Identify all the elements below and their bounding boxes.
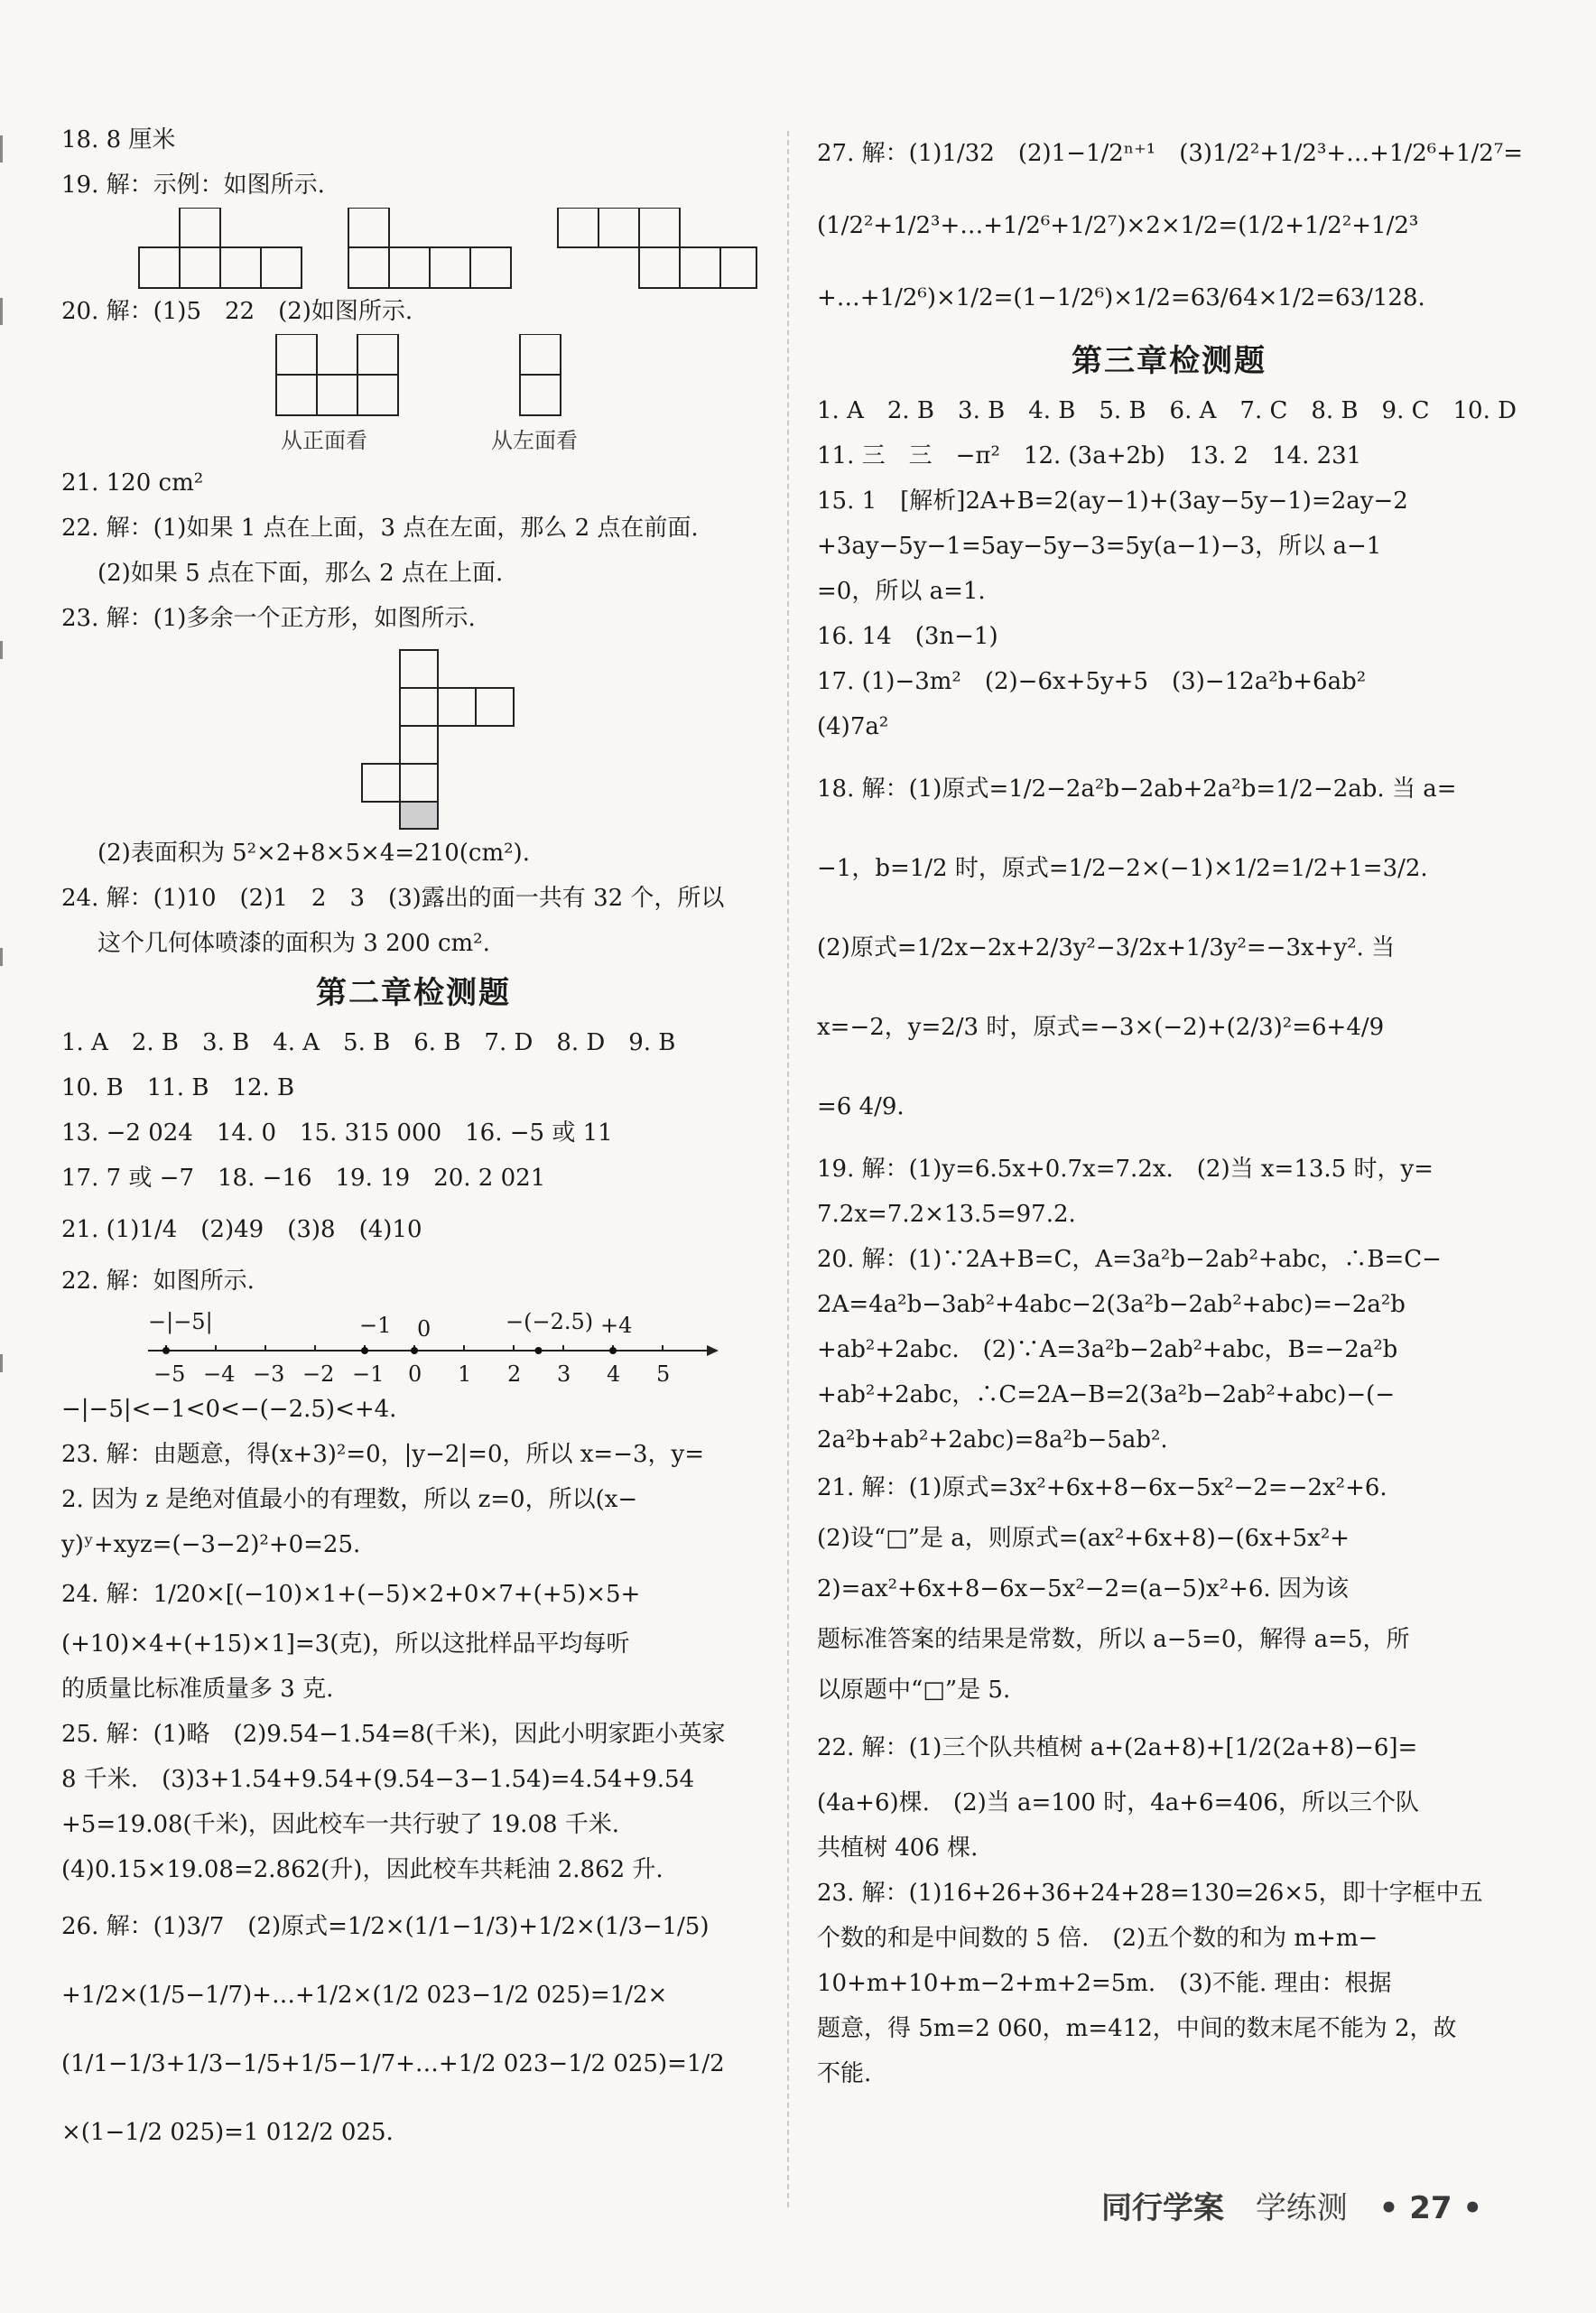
- ch3-answer-18-line4: x=−2，y=2/3 时，原式=−3×(−2)+(2/3)²=6+4/9: [817, 1014, 1385, 1041]
- ch3-answer-23-line1: 23. 解：(1)16+26+36+24+28=130=26×5，即十字框中五: [817, 1880, 1483, 1907]
- nl-point: [361, 1347, 368, 1354]
- left-column: [61, 117, 766, 2167]
- ch3-answer-21-line2: (2)设“□”是 a，则原式=(ax²+6x+8)−(6x+5x²+: [817, 1525, 1350, 1552]
- answer-q24-line2: 这个几何体喷漆的面积为 3 200 cm².: [97, 930, 490, 957]
- cube-nets-diagram: [61, 208, 766, 289]
- answer-q22-part1: 22. 解：(1)如果 1 点在上面，3 点在左面，那么 2 点在前面.: [61, 515, 699, 542]
- cube-net-extra-square: [61, 641, 766, 831]
- chapter2-title: 第二章检测题: [316, 975, 511, 1011]
- nl-point: [162, 1347, 170, 1354]
- ch3-answer-22-line2: (4a+6)棵. (2)当 a=100 时，4a+6=406，所以三个队: [817, 1789, 1419, 1816]
- ch2-answer-26-line4: ×(1−1/2 025)=1 012/2 025.: [61, 2119, 394, 2146]
- number-line: [61, 1304, 766, 1412]
- nl-tick-label: 3: [557, 1361, 571, 1387]
- ch3-answer-17-line2: (4)7a²: [817, 713, 889, 740]
- ch3-answer-18-line2: −1，b=1/2 时，原式=1/2−2×(−1)×1/2=1/2+1=3/2.: [817, 855, 1428, 882]
- ch3-answer-15-line2: +3ay−5y−1=5ay−5y−3=5y(a−1)−3，所以 a−1: [817, 533, 1382, 560]
- nl-tick-label: −1: [352, 1361, 385, 1387]
- left-view-label: 从左面看: [491, 428, 578, 453]
- nl-tick-label: −5: [153, 1361, 186, 1387]
- ch3-answer-18-line1: 18. 解：(1)原式=1/2−2a²b−2ab+2a²b=1/2−2ab. 当 a=: [817, 776, 1457, 803]
- ch2-answer-25-line3: +5=19.08(千米)，因此校车一共行驶了 19.08 千米.: [61, 1811, 620, 1838]
- nl-point: [609, 1347, 617, 1354]
- answer-q23-part1: 23. 解：(1)多余一个正方形，如图所示.: [61, 605, 476, 632]
- nl-tick-label: 5: [656, 1361, 671, 1387]
- nl-tick-label: −3: [253, 1361, 285, 1387]
- answer-q21: 21. 120 cm²: [61, 469, 204, 497]
- ch2-answer-23-line1: 23. 解：由题意，得(x+3)²=0，|y−2|=0，所以 x=−3，y=: [61, 1441, 705, 1468]
- answer-q27-line1: 27. 解：(1)1/32 (2)1−1/2ⁿ⁺¹ (3)1/2²+1/2³+…+1/2⁶+1/2⁷=: [817, 140, 1524, 167]
- ch3-answer-20-line1: 20. 解：(1)∵2A+B=C，A=3a²b−2ab²+abc，∴B=C−: [817, 1246, 1442, 1273]
- nl-tick-label: 1: [458, 1361, 472, 1387]
- ch2-answer-26-line3: (1/1−1/3+1/3−1/5+1/5−1/7+…+1/2 023−1/2 025)=1/2: [61, 2050, 725, 2077]
- footer-brand: 同行学案: [1101, 2190, 1224, 2226]
- ch3-answer-18-line3: (2)原式=1/2x−2x+2/3y²−3/2x+1/3y²=−3x+y². 当: [817, 934, 1396, 961]
- ch3-answer-23-line2: 个数的和是中间数的 5 倍. (2)五个数的和为 m+m−: [817, 1925, 1378, 1952]
- nl-label-neg1: −1: [359, 1313, 392, 1338]
- nl-label-zero: 0: [417, 1316, 431, 1342]
- right-column: [817, 117, 1524, 2096]
- ch3-fill-row1: 11. 三 三 −π² 12. (3a+2b) 13. 2 14. 231: [817, 442, 1362, 469]
- binding-edge-marks: [0, 135, 13, 2122]
- ch3-answer-19-line1: 19. 解：(1)y=6.5x+0.7x=7.2x. (2)当 x=13.5 时，y=: [817, 1156, 1434, 1183]
- ch3-answer-21-line1: 21. 解：(1)原式=3x²+6x+8−6x−5x²−2=−2x²+6.: [817, 1474, 1387, 1501]
- chapter3-title: 第三章检测题: [1072, 343, 1267, 379]
- ch3-answer-20-line2: 2A=4a²b−3ab²+4abc−2(3a²b−2ab²+abc)=−2a²b: [817, 1291, 1406, 1318]
- ch2-answer-22-order: −|−5|<−1<0<−(−2.5)<+4.: [61, 1396, 397, 1423]
- ch2-answer-25-line2: 8 千米. (3)3+1.54+9.54+(9.54−3−1.54)=4.54+9.54: [61, 1766, 695, 1793]
- answer-q22-part2: (2)如果 5 点在下面，那么 2 点在上面.: [97, 560, 504, 587]
- ch2-answer-22: 22. 解：如图所示.: [61, 1268, 255, 1295]
- ch2-answer-26-line2: +1/2×(1/5−1/7)+…+1/2×(1/2 023−1/2 025)=1/2×: [61, 1982, 668, 2009]
- answer-q18: 18. 8 厘米: [61, 126, 176, 153]
- nl-tick-label: −2: [302, 1361, 335, 1387]
- nl-label-neg-neg2.5: −(−2.5): [506, 1309, 594, 1334]
- nl-label-abs5: −|−5|: [148, 1309, 213, 1334]
- ch3-answer-21-line4: 题标准答案的结果是常数，所以 a−5=0，解得 a=5，所: [817, 1626, 1410, 1653]
- q23-net-figure: [61, 641, 766, 831]
- ch3-answer-23-line5: 不能.: [817, 2060, 872, 2087]
- q19-net-figures: [61, 208, 766, 289]
- nl-point: [411, 1347, 418, 1354]
- ch2-answer-26-line1: 26. 解：(1)3/7 (2)原式=1/2×(1/1−1/3)+1/2×(1/3−1/5): [61, 1913, 710, 1940]
- ch3-answer-16: 16. 14 (3n−1): [817, 623, 998, 650]
- ch3-answer-21-line5: 以原题中“□”是 5.: [817, 1677, 1011, 1704]
- answer-q24-line1: 24. 解：(1)10 (2)1 2 3 (3)露出的面一共有 32 个，所以: [61, 885, 725, 912]
- nl-tick-label: 2: [507, 1361, 522, 1387]
- footer-subtitle: 学练测: [1255, 2190, 1348, 2226]
- ch3-answer-15-line1: 15. 1 [解析]2A+B=2(ay−1)+(3ay−5y−1)=2ay−2: [817, 488, 1408, 515]
- ch3-answer-22-line1: 22. 解：(1)三个队共植树 a+(2a+8)+[1/2(2a+8)−6]=: [817, 1734, 1418, 1761]
- ch2-answer-21: 21. (1)1/4 (2)49 (3)8 (4)10: [61, 1216, 422, 1243]
- answer-q23-part2: (2)表面积为 5²×2+8×5×4=210(cm²).: [97, 840, 530, 867]
- ch3-answer-19-line2: 7.2x=7.2×13.5=97.2.: [817, 1201, 1076, 1228]
- number-line-svg: [61, 1304, 766, 1412]
- nl-point: [535, 1347, 543, 1354]
- page-footer: [1101, 2183, 1482, 2227]
- ch3-answer-15-line3: =0，所以 a=1.: [817, 578, 986, 605]
- ch3-answer-20-line5: 2a²b+ab²+2abc)=8a²b−5ab².: [817, 1426, 1168, 1454]
- ch2-fill-row1: 13. −2 024 14. 0 15. 315 000 16. −5 或 11: [61, 1119, 613, 1147]
- column-divider: [787, 131, 789, 2207]
- ch3-answer-18-line5: =6 4/9.: [817, 1093, 905, 1120]
- ch3-answer-21-line3: 2)=ax²+6x+8−6x−5x²−2=(a−5)x²+6. 因为该: [817, 1575, 1349, 1602]
- answer-q27-line2: (1/2²+1/2³+…+1/2⁶+1/2⁷)×2×1/2=(1/2+1/2²+1/2³: [817, 212, 1419, 239]
- ch3-answer-23-line4: 题意，得 5m=2 060，m=412，中间的数末尾不能为 2，故: [817, 2015, 1457, 2042]
- answer-q19: 19. 解：示例：如图所示.: [61, 172, 325, 199]
- q20-views: [61, 334, 766, 460]
- page-number: • 27 •: [1378, 2190, 1483, 2226]
- ch2-fill-row2: 17. 7 或 −7 18. −16 19. 19 20. 2 021: [61, 1165, 546, 1192]
- answer-q27-line3: +…+1/2⁶)×1/2=(1−1/2⁶)×1/2=63/64×1/2=63/128.: [817, 284, 1425, 311]
- ch2-answer-23-line3: y)ʸ+xyz=(−3−2)²+0=25.: [61, 1531, 361, 1558]
- answer-q20: 20. 解：(1)5 22 (2)如图所示.: [61, 298, 413, 325]
- ch3-answer-22-line3: 共植树 406 棵.: [817, 1835, 979, 1862]
- ch2-answer-25-line4: (4)0.15×19.08=2.862(升)，因此校车共耗油 2.862 升.: [61, 1856, 663, 1883]
- nl-tick-label: 0: [408, 1361, 422, 1387]
- ch2-answer-24-line1: 24. 解：1/20×[(−10)×1+(−5)×2+0×7+(+5)×5+: [61, 1581, 641, 1608]
- nl-tick-label: −4: [203, 1361, 236, 1387]
- ch2-answer-24-line3: 的质量比标准质量多 3 克.: [61, 1676, 334, 1703]
- ch3-answer-20-line3: +ab²+2abc. (2)∵A=3a²b−2ab²+abc，B=−2a²b: [817, 1336, 1398, 1363]
- ch3-choices-row1: 1. A 2. B 3. B 4. B 5. B 6. A 7. C 8. B 9. C 10. D: [817, 397, 1517, 424]
- ch2-answer-24-line2: (+10)×4+(+15)×1]=3(克)，所以这批样品平均每听: [61, 1630, 630, 1658]
- ch3-answer-17-line1: 17. (1)−3m² (2)−6x+5y+5 (3)−12a²b+6ab²: [817, 668, 1367, 695]
- nl-tick-label: 4: [607, 1361, 621, 1387]
- ch2-answer-23-line2: 2. 因为 z 是绝对值最小的有理数，所以 z=0，所以(x−: [61, 1486, 638, 1513]
- nl-label-plus4: +4: [600, 1313, 633, 1338]
- ch2-answer-25-line1: 25. 解：(1)略 (2)9.54−1.54=8(千米)，因此小明家距小英家: [61, 1721, 726, 1748]
- front-view-label: 从正面看: [281, 428, 367, 453]
- ch2-choices-row1: 1. A 2. B 3. B 4. A 5. B 6. B 7. D 8. D 9. B: [61, 1029, 676, 1056]
- three-view-diagram: [61, 334, 766, 424]
- ch3-answer-23-line3: 10+m+10+m−2+m+2=5m. (3)不能. 理由：根据: [817, 1970, 1392, 1997]
- ch3-answer-20-line4: +ab²+2abc，∴C=2A−B=2(3a²b−2ab²+abc)−(−: [817, 1381, 1396, 1408]
- ch2-choices-row2: 10. B 11. B 12. B: [61, 1074, 295, 1101]
